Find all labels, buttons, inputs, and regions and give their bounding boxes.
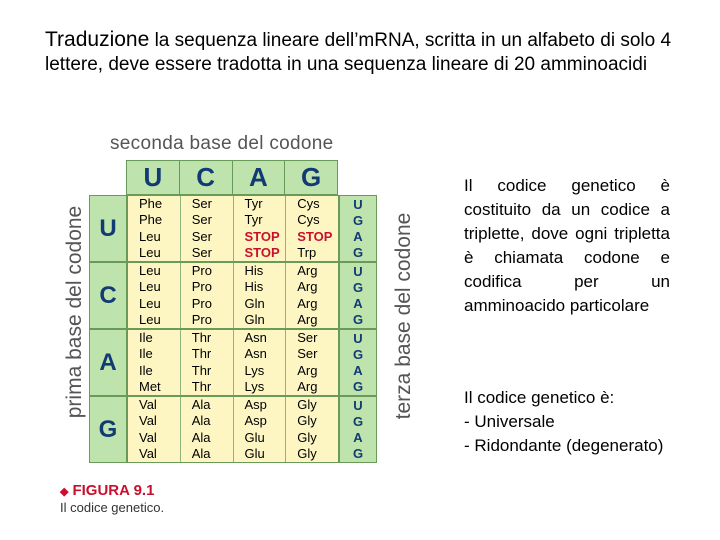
- first-base-g: G: [89, 396, 127, 463]
- stop-codon: STOP: [244, 228, 280, 244]
- first-base-column: [89, 195, 127, 463]
- third-base: G: [352, 379, 364, 395]
- amino-acid: Phe: [139, 196, 163, 212]
- amino-acid: Cys: [297, 196, 320, 212]
- amino-acid: Val: [139, 413, 157, 429]
- amino-acid: Leu: [139, 311, 161, 327]
- stop-codon: STOP: [297, 228, 333, 244]
- codon-cell: [181, 397, 234, 462]
- third-base: G: [352, 346, 364, 362]
- property-item: - Universale: [464, 412, 555, 431]
- amino-acid: Trp: [297, 244, 317, 260]
- amino-acid: Thr: [191, 378, 212, 394]
- codon-cell: [234, 263, 287, 328]
- amino-acid: Gln: [244, 311, 265, 327]
- amino-acid: Phe: [139, 212, 163, 228]
- amino-acid: Met: [139, 378, 161, 394]
- third-base: U: [353, 397, 363, 413]
- amino-acid: Asn: [244, 346, 267, 362]
- title-lead: Traduzione: [45, 28, 150, 51]
- amino-acid: His: [244, 263, 264, 279]
- codon-cell: [234, 330, 287, 395]
- codon-cell: [128, 397, 181, 462]
- second-base-a: A: [233, 161, 286, 194]
- amino-acid: Thr: [191, 346, 212, 362]
- amino-acid: Ser: [297, 330, 318, 346]
- amino-acid: Ile: [139, 346, 153, 362]
- codon-block-g: [127, 396, 339, 463]
- amino-acid: Asn: [244, 330, 267, 346]
- codon-cell: [286, 196, 338, 261]
- amino-acid: Pro: [191, 263, 212, 279]
- description-text: Il codice genetico è costituito da un codice a triplette, dove ogni tripletta è chiamata codone e codifica per un amminoacido particolare: [464, 176, 670, 315]
- third-base: U: [353, 263, 363, 279]
- third-base: G: [352, 312, 364, 328]
- third-base: A: [353, 363, 363, 379]
- third-base: G: [352, 446, 364, 462]
- amino-acid: Val: [139, 429, 157, 445]
- amino-acid: Ser: [191, 228, 212, 244]
- amino-acid: Val: [139, 445, 157, 461]
- amino-acid: Ser: [191, 244, 212, 260]
- amino-acid: Leu: [139, 295, 161, 311]
- third-base: A: [353, 229, 363, 245]
- codon-cell: [234, 397, 287, 462]
- codon-cell: [286, 397, 338, 462]
- amino-acid: Pro: [191, 311, 212, 327]
- third-base: A: [353, 430, 363, 446]
- codon-cell: [234, 196, 287, 261]
- second-base-u: U: [127, 161, 180, 194]
- first-base-a: A: [89, 329, 127, 396]
- third-base-block: [339, 262, 377, 329]
- third-base-block: [339, 329, 377, 396]
- codon-cell: [181, 196, 234, 261]
- codon-block-c: [127, 262, 339, 329]
- amino-acid: Arg: [297, 295, 318, 311]
- amino-acid: Ile: [139, 362, 153, 378]
- amino-acid: Pro: [191, 295, 212, 311]
- amino-acid: Thr: [191, 362, 212, 378]
- amino-acid: Gly: [297, 429, 317, 445]
- amino-acid: Val: [139, 397, 157, 413]
- amino-acid: Ala: [191, 397, 211, 413]
- figure-label-text: FIGURA 9.1: [72, 482, 155, 499]
- properties-list: [464, 386, 714, 458]
- properties-intro: Il codice genetico è:: [464, 388, 615, 407]
- third-base: G: [352, 279, 364, 295]
- codon-grid: [127, 195, 339, 463]
- amino-acid: Ala: [191, 413, 211, 429]
- amino-acid: Glu: [244, 429, 265, 445]
- third-base-block: [339, 396, 377, 463]
- amino-acid: Leu: [139, 263, 161, 279]
- slide-title: [45, 28, 705, 77]
- amino-acid: Ser: [191, 196, 212, 212]
- first-base-u: U: [89, 195, 127, 262]
- first-base-title: prima base del codone: [63, 205, 86, 419]
- amino-acid: Ser: [297, 346, 318, 362]
- title-text: la sequenza lineare dell’mRNA, scritta in un alfabeto di solo 4 lettere, deve essere tradotta in una sequenza lineare di 20 amminoacidi: [45, 30, 672, 75]
- codon-cell: [286, 263, 338, 328]
- amino-acid: Leu: [139, 279, 161, 295]
- second-base-c: C: [180, 161, 233, 194]
- amino-acid: Pro: [191, 279, 212, 295]
- third-base: G: [352, 413, 364, 429]
- amino-acid: Ala: [191, 445, 211, 461]
- amino-acid: Ile: [139, 330, 153, 346]
- second-base-title: seconda base del codone: [110, 133, 334, 154]
- triangle-bullet-icon: ◆: [60, 486, 69, 498]
- third-base: G: [352, 212, 364, 228]
- amino-acid: Lys: [244, 362, 265, 378]
- amino-acid: Glu: [244, 445, 265, 461]
- figure-label: [60, 482, 154, 499]
- third-base-block: [339, 195, 377, 262]
- third-base: U: [353, 196, 363, 212]
- amino-acid: Ala: [191, 429, 211, 445]
- codon-cell: [128, 330, 181, 395]
- property-item: - Ridondante (degenerato): [464, 436, 664, 455]
- third-base-column: [339, 195, 377, 463]
- amino-acid: Lys: [244, 378, 265, 394]
- amino-acid: Leu: [139, 228, 161, 244]
- amino-acid: Arg: [297, 279, 318, 295]
- third-base: G: [352, 245, 364, 261]
- amino-acid: Gly: [297, 445, 317, 461]
- amino-acid: Thr: [191, 330, 212, 346]
- amino-acid: Arg: [297, 362, 318, 378]
- amino-acid: Asp: [244, 413, 267, 429]
- amino-acid: Gln: [244, 295, 265, 311]
- codon-cell: [181, 263, 234, 328]
- third-base: U: [353, 330, 363, 346]
- third-base-title: terza base del codone: [392, 212, 415, 420]
- amino-acid: Gly: [297, 413, 317, 429]
- stop-codon: STOP: [244, 244, 280, 260]
- amino-acid: Asp: [244, 397, 267, 413]
- second-base-g: G: [301, 162, 322, 192]
- second-base-header: [126, 160, 338, 195]
- amino-acid: His: [244, 279, 264, 295]
- third-base: A: [353, 296, 363, 312]
- codon-cell: [181, 330, 234, 395]
- codon-cell: [128, 196, 181, 261]
- first-base-c: C: [89, 262, 127, 329]
- amino-acid: Ser: [191, 212, 212, 228]
- amino-acid: Tyr: [244, 196, 263, 212]
- amino-acid: Leu: [139, 244, 161, 260]
- amino-acid: Gly: [297, 397, 317, 413]
- codon-cell: [286, 330, 338, 395]
- amino-acid: Arg: [297, 311, 318, 327]
- amino-acid: Arg: [297, 263, 318, 279]
- amino-acid: Tyr: [244, 212, 263, 228]
- codon-block-a: [127, 329, 339, 396]
- figure-caption: Il codice genetico.: [60, 500, 165, 515]
- amino-acid: Cys: [297, 212, 320, 228]
- amino-acid: Arg: [297, 378, 318, 394]
- codon-block-u: [127, 195, 339, 262]
- codon-cell: [128, 263, 181, 328]
